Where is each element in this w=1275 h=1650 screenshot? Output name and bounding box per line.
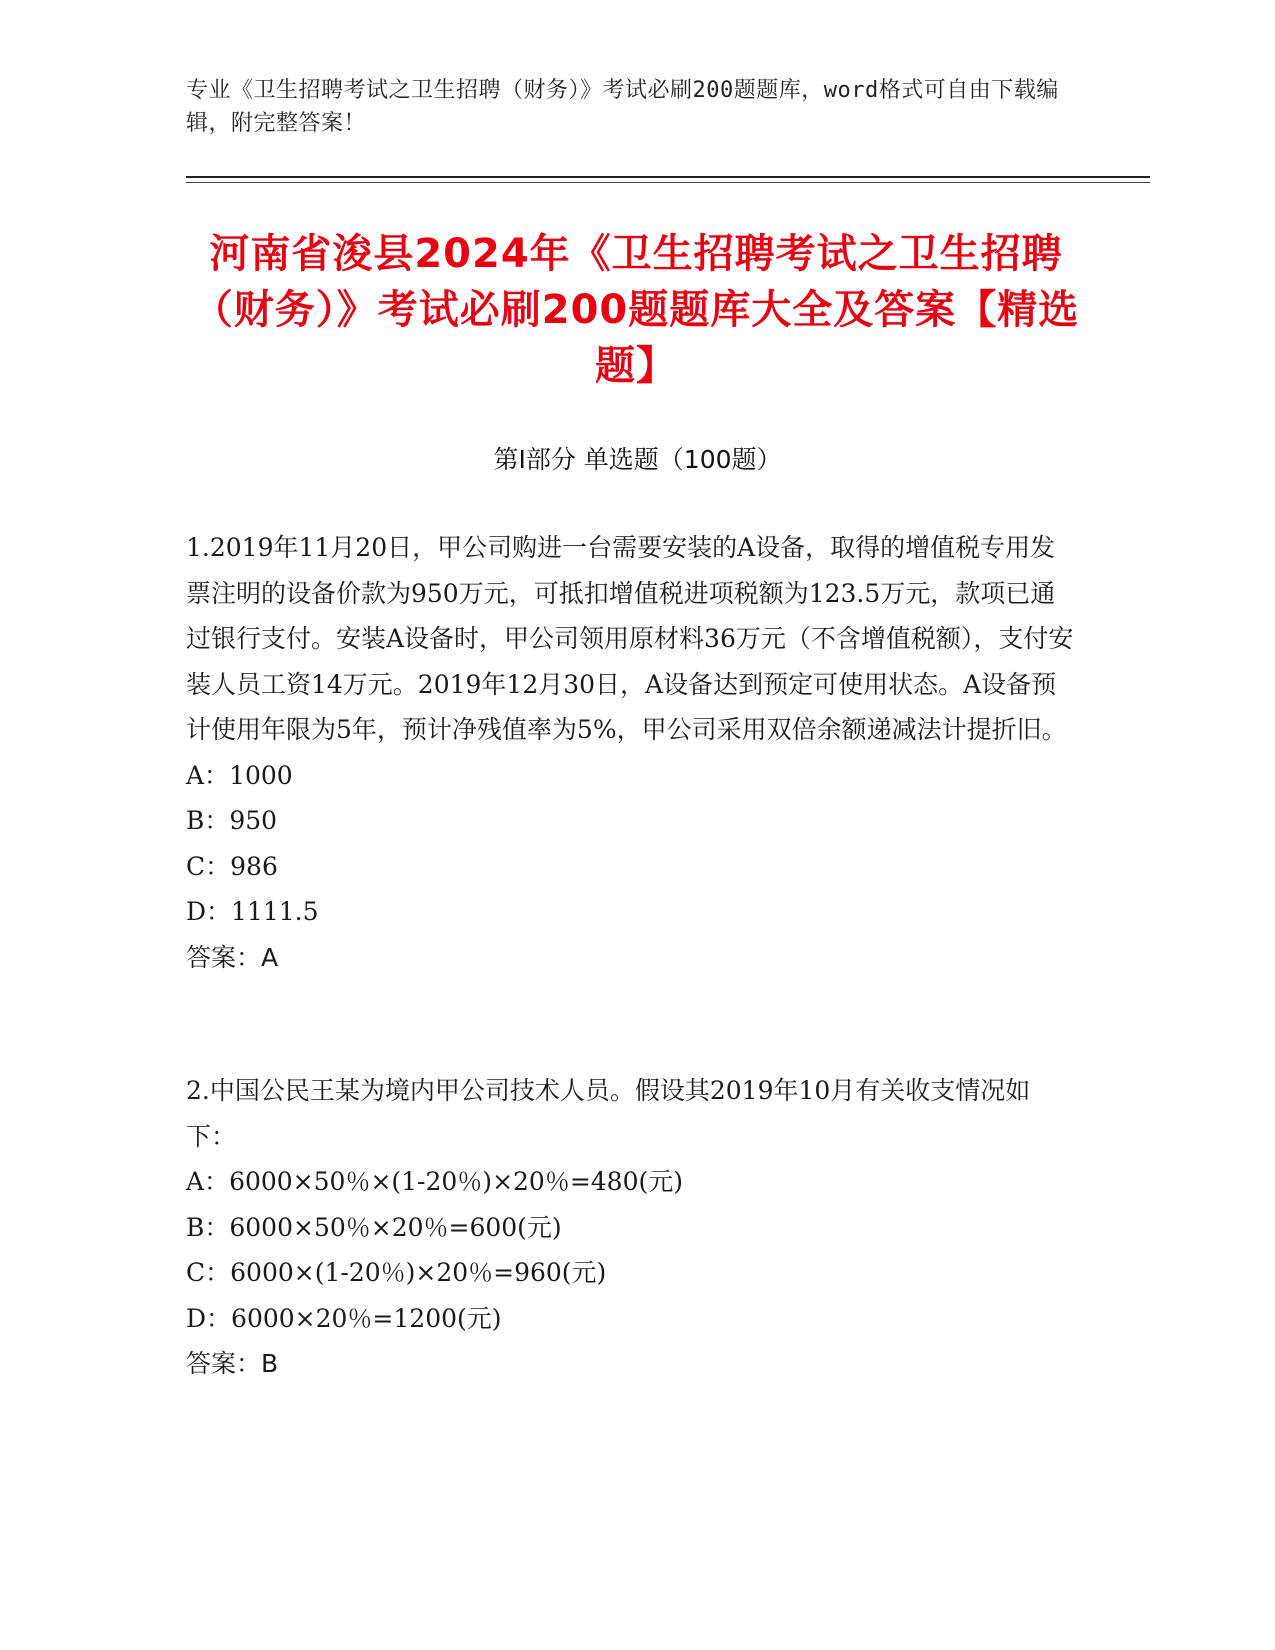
answer-line: 答案：A: [186, 942, 279, 972]
option-key: C：: [186, 851, 231, 881]
option-key: D：: [186, 1303, 232, 1333]
option-b: [186, 1205, 1076, 1251]
option-text: 1000: [229, 760, 293, 790]
option-key: B：: [186, 1212, 230, 1242]
option-text: 6000×20％=1200(元): [231, 1303, 502, 1333]
question-stem: 1.2019年11月20日，甲公司购进一台需要安装的A设备，取得的增值税专用发票注明的设备价款为950万元，可抵扣增值税进项税额为123.5万元，款项已通过银行支付。安装A设备时，甲公司领用原材料36万元（不含增值税额），支付安装人员工资14万元。2019年12月30日，A设备达到预定可使用状态。A设备预计使用年限为5年，预计净残值率为5%，甲公司采用双倍余额递减法计提折旧。: [186, 533, 1074, 744]
option-a: [186, 753, 1076, 799]
option-key: C：: [186, 1258, 231, 1287]
question-2: [186, 1068, 1076, 1387]
option-text: 6000×(1-20％)×20％=960(元): [230, 1258, 607, 1287]
option-d: [186, 889, 1076, 935]
option-text: 6000×50％×20％=600(元): [229, 1212, 562, 1242]
option-b: [186, 798, 1076, 844]
header-divider-thick: [186, 176, 1150, 178]
option-key: A：: [186, 760, 230, 790]
option-key: A：: [186, 1167, 230, 1196]
option-key: B：: [186, 806, 230, 835]
option-text: 986: [230, 851, 278, 881]
option-key: D：: [186, 897, 232, 926]
header-divider-thin: [186, 182, 1150, 183]
option-text: 1111.5: [231, 897, 319, 926]
option-c: [186, 844, 1076, 890]
answer-line: 答案：B: [186, 1349, 279, 1378]
header-note: 专业《卫生招聘考试之卫生招聘（财务）》考试必刷200题题库，word格式可自由下载编辑，附完整答案！: [186, 78, 1059, 136]
option-text: 6000×50％×(1-20％)×20％=480(元): [229, 1167, 683, 1196]
option-c: [186, 1250, 1076, 1296]
document-title: 河南省浚县2024年《卫生招聘考试之卫生招聘（财务）》考试必刷200题题库大全及答案【精选题】: [192, 231, 1080, 389]
question-stem: 2.中国公民王某为境内甲公司技术人员。假设其2019年10月有关收支情况如下：: [186, 1076, 1031, 1151]
section-heading: 第I部分 单选题（100题）: [493, 445, 782, 474]
question-1: [186, 525, 1076, 980]
option-text: 950: [229, 806, 278, 835]
option-d: [186, 1296, 1076, 1342]
option-a: [186, 1159, 1076, 1205]
